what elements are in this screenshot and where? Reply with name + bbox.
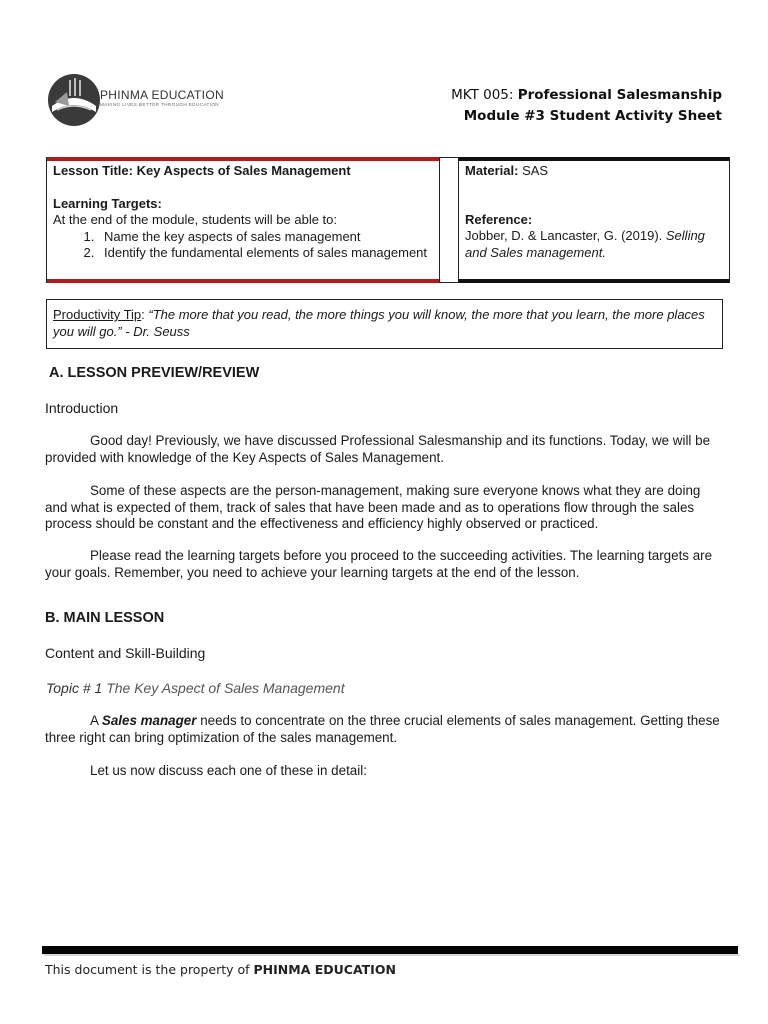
learning-target-item: 1. Name the key aspects of sales management [98,229,433,246]
sales-manager-term: Sales manager [101,713,197,728]
topic-heading [46,680,345,696]
main-paragraph-rest: needs to concentrate on the three crucial elements of sales management. Getting these three right can bring optimization of the sales management. [45,713,720,745]
footer-owner: PHINMA EDUCATION [253,962,396,977]
lesson-info-text [53,163,433,262]
reference-text: Jobber, D. & Lancaster, G. (2019). [465,228,666,243]
material-value: SAS [522,163,549,178]
intro-paragraph-1: Good day! Previously, we have discussed Professional Salesmanship and its functions. Today, we will be provided with knowledge of the Key Aspects of Sales Management. [45,433,711,465]
topic-title: The Key Aspect of Sales Management [106,680,345,696]
material-label: Material: [465,163,519,178]
lesson-info-cell [46,157,440,283]
section-b-heading: B. MAIN LESSON [45,610,165,626]
section-a-heading: A. LESSON PREVIEW/REVIEW [49,365,260,381]
productivity-tip-quote: “The more that you read, the more things you will know, the more that you learn, the more places you will go.” [53,307,705,339]
intro-paragraph-2: Some of these aspects are the person-management, making sure everyone knows what they are doing and what is expected of them, track of sales that have been made and as to operations flow through the sales process should be constant and the effectiveness and efficiency highly observed or practiced. [45,483,701,531]
course-title: Professional Salesmanship [517,87,722,103]
content-heading: Content and Skill-Building [45,645,206,661]
logo-tagline: MAKING LIVES BETTER THROUGH EDUCATION [100,102,220,107]
black-top-rule [459,157,729,161]
material-cell [458,157,730,283]
lesson-title-label: Lesson Title: [53,163,133,178]
main-paragraph-lead: A [90,713,102,728]
productivity-tip-box: Productivity Tip: “The more that you read, the more things you will know, the more that you learn, the more places you will go.” - Dr. Seuss [46,299,723,349]
learning-targets-label: Learning Targets: [53,195,162,211]
reference-label: Reference: [465,211,533,227]
module-title: Module #3 Student Activity Sheet [463,108,722,124]
learning-targets-intro: At the end of the module, students will be able to: [53,212,338,227]
main-paragraph-2: Let us now discuss each one of these in detail: [90,763,367,778]
material-text [465,163,723,261]
lesson-title-value: Key Aspects of Sales Management [136,163,351,178]
productivity-tip-label: Productivity Tip [53,307,142,322]
main-paragraph-1 [45,713,723,746]
course-header [451,85,722,127]
productivity-tip-author: - Dr. Seuss [121,324,190,339]
reference-entry [465,228,723,261]
learning-targets-list [53,229,433,262]
learning-target-item: 2. Identify the fundamental elements of sales management [98,245,433,262]
black-bottom-rule [459,279,729,283]
red-top-rule [47,157,439,161]
footer-rule-shadow [44,954,740,956]
red-bottom-rule [47,279,439,283]
table-gap-cell [440,157,458,283]
footer-ownership [45,962,396,977]
footer-text: This document is the property of [45,962,254,977]
footer-rule [42,946,738,954]
logo-name: PHINMA EDUCATION [100,88,224,102]
introduction-heading: Introduction [45,400,119,416]
topic-label: Topic # 1 [46,680,107,696]
course-code: MKT 005: [451,87,514,103]
intro-paragraph-3: Please read the learning targets before you proceed to the succeeding activities. The learning targets are your goals. Remember, you need to achieve your learning targets at the end of the lesson. [45,548,713,580]
reference-title: Selling and Sales management. [465,228,705,260]
